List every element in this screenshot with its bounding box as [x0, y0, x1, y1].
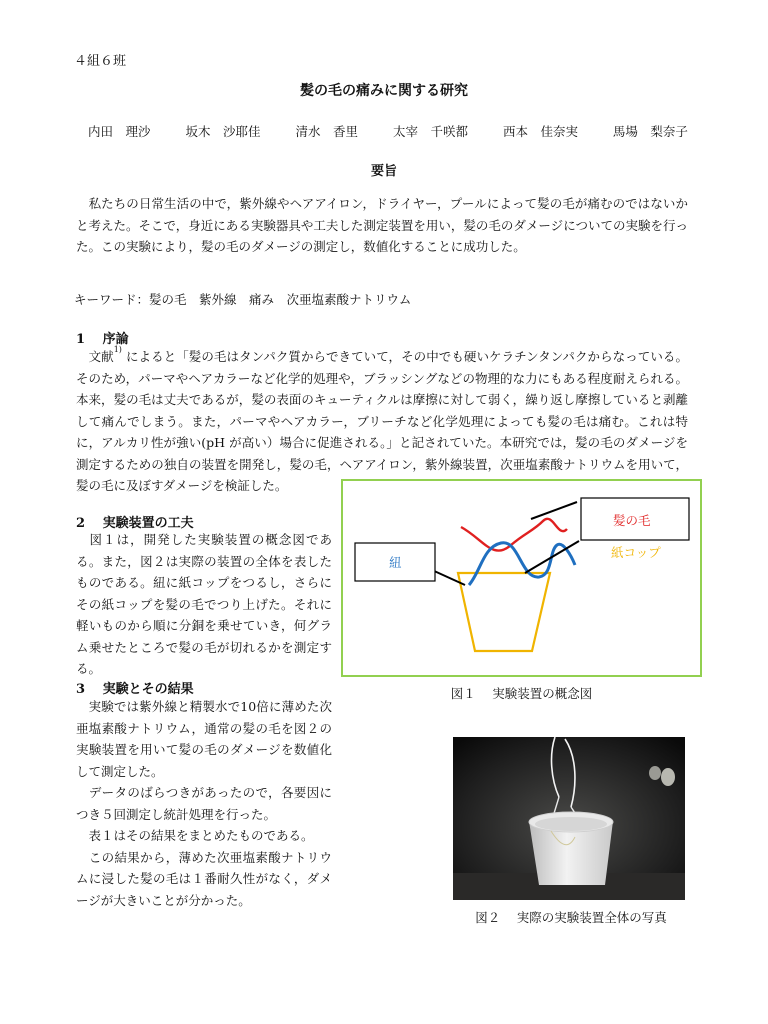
section-3-text: 実験では紫外線と精製水で10倍に薄めた次亜塩素酸ナトリウム，通常の髪の毛を図２の実験装置を用いて髪の毛のダメージを数値化して測定した。 データのばらつきがあったので，各要因につき５回測定し統計処理を行った。 表１はその結果をまとめたものである。 この結果から，薄めた次亜塩素酸ナトリウムに浸した髪の毛は１番耐久性がなく，ダメージが大きいことが分かった。 — [76, 699, 332, 908]
figure-2-caption: 図２ 実際の実験装置全体の写真 — [475, 910, 667, 925]
abstract-heading: 要旨 — [370, 164, 397, 179]
hair-strand — [461, 519, 567, 551]
author-name: 馬場 梨奈子 — [612, 124, 688, 139]
paper-cup-shape — [458, 573, 550, 651]
author-name: 坂木 沙耶佳 — [185, 124, 261, 139]
reference-mark: 1) — [113, 345, 122, 354]
figure-2-photo — [453, 737, 685, 900]
author-name: 西本 佳奈実 — [502, 124, 578, 139]
group-label: ４組６班 — [74, 54, 127, 69]
figure-1-caption: 図１ 実験装置の概念図 — [450, 686, 593, 701]
author-list — [88, 122, 688, 140]
section-1-heading: 1 序論 — [76, 332, 129, 347]
section-2-heading: 2 実験装置の工夫 — [76, 516, 194, 531]
author-name: 太宰 千咲都 — [392, 124, 468, 139]
abstract-text: 私たちの日常生活の中で，紫外線やヘアアイロン，ドライヤー，プールによって髪の毛が痛むのではないかと考えた。そこで，身近にある実験器具や工夫した測定装置を用い，髪の毛のダメージについての実験を行った。この実験により，髪の毛のダメージの測定し，数値化することに成功した。 — [76, 196, 688, 254]
keywords: キーワード：髪の毛 紫外線 痛み 次亜塩素酸ナトリウム — [74, 292, 412, 307]
hair-pointer-line — [531, 502, 577, 519]
author-name: 内田 理沙 — [88, 124, 151, 139]
section-3-heading: 3 実験とその結果 — [76, 682, 194, 697]
cup-label: 紙コップ — [611, 545, 661, 560]
paper-title: 髪の毛の痛みに関する研究 — [300, 83, 468, 99]
author-name: 清水 香里 — [295, 124, 358, 139]
section-2-text: 図１は，開発した実験装置の概念図である。また，図２は実際の装置の全体を表したものである。紐に紙コップをつるし，さらにその紙コップを髪の毛でつり上げた。それに軽いものから順に分銅を乗せていき，何グラム乗せたところで髪の毛が切れるかを測定する。 — [76, 532, 332, 676]
hair-label: 髪の毛 — [613, 513, 651, 528]
section-1-text: 文献$^{1)}$ によると「髪の毛はタンパク質からできていて，その中でも硬いケラチンタンパクからなっている。そのため，パーマやヘアカラーなど化学的処理や，ブラッシングなどの物理的な力にもある程度耐えられる。本来，髪の毛は丈夫であるが，髪の表面のキューティクルは摩擦に対して弱く，繰り返し摩擦していると剥離して痛んでしまう。また，パーマやヘアカラー，ブリーチなど化学処理によっても髪の毛は痛む。これは特に，アルカリ性が強い(pH が高い）場合に促進される。」と記されていた。本研究では，髪の毛のダメージを測定するための独自の装置を開発し，髪の毛，ヘアアイロン，紫外線装置，次亜塩素酸ナトリウムを用いて，髪の毛に及ぼすダメージを検証した。 — [76, 345, 688, 493]
string-line — [469, 543, 575, 585]
figure-1-diagram — [341, 479, 702, 677]
string-label: 紐 — [389, 555, 402, 570]
